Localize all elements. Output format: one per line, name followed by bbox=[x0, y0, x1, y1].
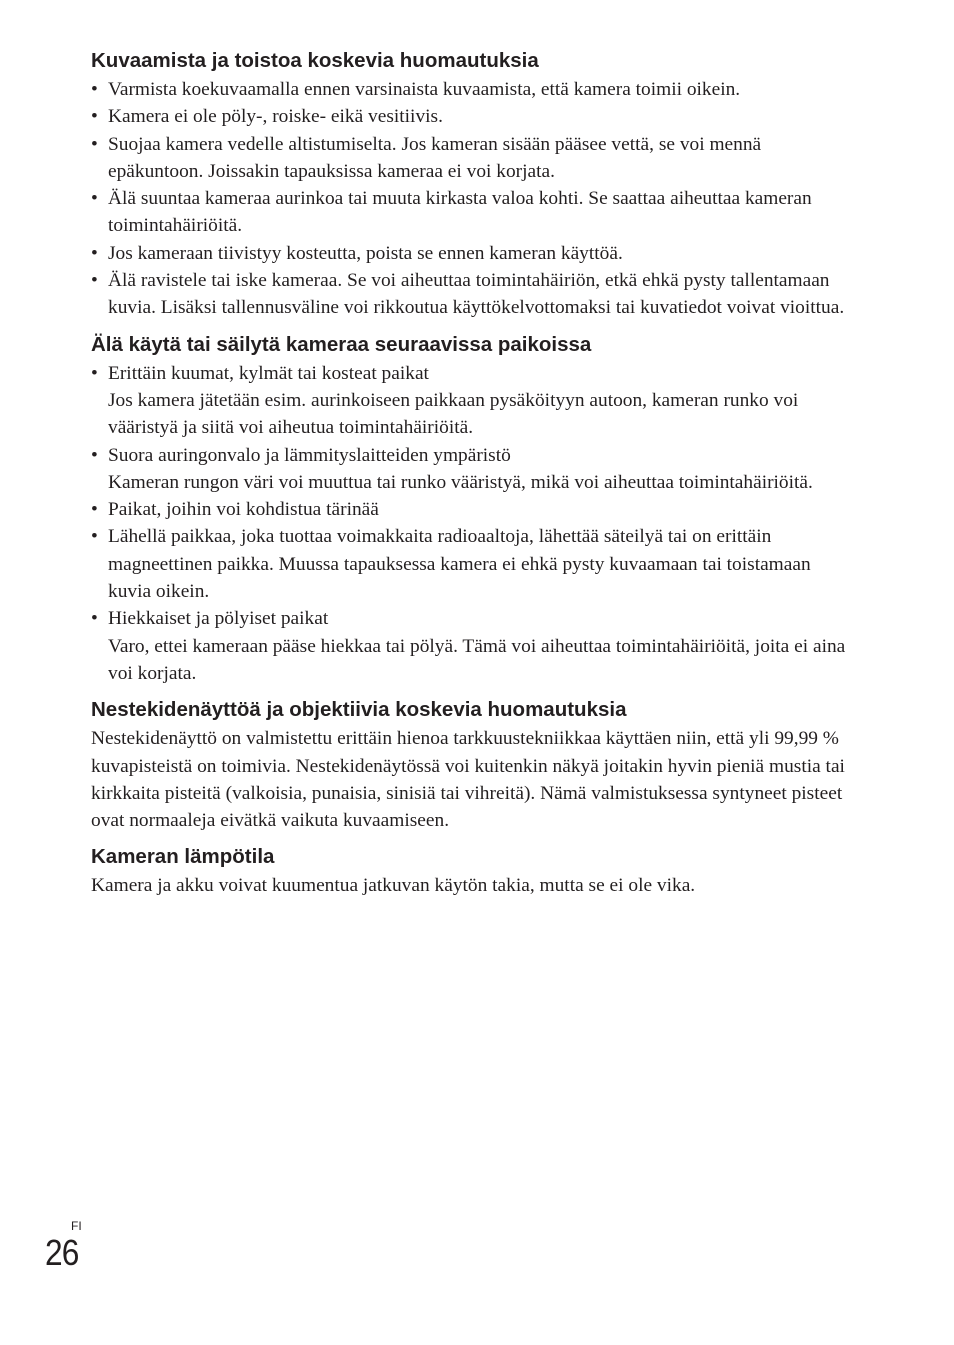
list-item-text: Älä suuntaa kameraa aurinkoa tai muuta kirkasta valoa kohti. Se saattaa aiheuttaa kameran toimintahäiriöitä. bbox=[108, 188, 812, 237]
list-item-text: Suora auringonvalo ja lämmityslaitteiden ympäristö bbox=[108, 444, 511, 466]
camera-temperature-paragraph: Kamera ja akku voivat kuumentua jatkuvan käytön takia, mutta se ei ole vika. bbox=[91, 875, 696, 897]
section-heading-storage-locations: Älä käytä tai säilytä kameraa seuraavissa paikoissa bbox=[91, 332, 592, 356]
bullet-icon: • bbox=[91, 106, 98, 128]
lcd-lens-paragraph: Nestekidenäyttö on valmistettu erittäin hienoa tarkkuustekniikkaa käyttäen niin, että yli 99,99 % kuvapisteistä on toimivia. Nestekidenäytössä voi kuitenkin näkyä joitakin hyvin pieniä mustia tai kirkkaita pisteitä (valkoisia, punaisia, sinisiä tai vihreitä). Nämä valmistuksessa syntyneet pisteet ovat normaaleja eivätkä vaikuta kuvaamiseen. bbox=[91, 728, 845, 832]
list-item bbox=[91, 442, 851, 497]
list-item bbox=[91, 240, 851, 267]
bullet-icon: • bbox=[91, 362, 98, 384]
language-code: FI bbox=[71, 1219, 82, 1233]
list-item-text: Paikat, joihin voi kohdistua tärinää bbox=[108, 499, 379, 521]
page-number: 26 bbox=[45, 1232, 79, 1273]
list-item-detail: Varo, ettei kameraan pääse hiekkaa tai pölyä. Tämä voi aiheuttaa toimintahäiriöitä, joita ei aina voi korjata. bbox=[108, 635, 846, 684]
bullet-icon: • bbox=[91, 188, 98, 210]
list-item bbox=[91, 103, 851, 130]
list-item bbox=[91, 360, 851, 442]
list-item bbox=[91, 131, 851, 186]
list-item bbox=[91, 267, 851, 322]
bullet-icon: • bbox=[91, 499, 98, 521]
list-item-text: Suojaa kamera vedelle altistumiselta. Jos kameran sisään pääsee vettä, se voi mennä epäkuntoon. Joissakin tapauksissa kameraa ei voi korjata. bbox=[108, 133, 762, 182]
list-item bbox=[91, 76, 851, 103]
page-content bbox=[91, 46, 851, 900]
list-item-text: Älä ravistele tai iske kameraa. Se voi aiheuttaa toimintahäiriön, etkä ehkä pysty tallentamaan kuvia. Lisäksi tallennusväline voi rikkoutua käyttökelvottomaksi tai kuvatiedot voivat vioittua. bbox=[108, 270, 845, 319]
bullet-icon: • bbox=[91, 444, 98, 466]
list-item bbox=[91, 496, 851, 523]
list-item bbox=[91, 523, 851, 605]
list-item-detail: Kameran rungon väri voi muuttua tai runko vääristyä, mikä voi aiheuttaa toimintahäiriöitä. bbox=[108, 471, 813, 493]
bullet-icon: • bbox=[91, 526, 98, 548]
list-item-detail: Jos kamera jätetään esim. aurinkoiseen paikkaan pysäköityyn autoon, kameran runko voi vääristyä ja siitä voi aiheutua toimintahäiriöitä. bbox=[108, 389, 799, 439]
list-item bbox=[91, 605, 851, 687]
list-item-text: Hiekkaiset ja pölyiset paikat bbox=[108, 608, 329, 630]
list-item-text: Jos kameraan tiivistyy kosteutta, poista se ennen kameran käyttöä. bbox=[108, 242, 623, 264]
section-heading-camera-temperature: Kameran lämpötila bbox=[91, 845, 275, 869]
bullet-icon: • bbox=[91, 608, 98, 630]
shooting-notes-list bbox=[91, 76, 851, 322]
list-item-text: Kamera ei ole pöly-, roiske- eikä vesitiivis. bbox=[108, 106, 443, 128]
list-item-text: Erittäin kuumat, kylmät tai kosteat paikat bbox=[108, 362, 429, 384]
list-item-text: Varmista koekuvaamalla ennen varsinaista kuvaamista, että kamera toimii oikein. bbox=[108, 79, 741, 100]
section-heading-lcd-lens-notes: Nestekidenäyttöä ja objektiivia koskevia huomautuksia bbox=[91, 698, 627, 722]
list-item-text: Lähellä paikkaa, joka tuottaa voimakkaita radioaaltoja, lähettää säteilyä tai on erittäin magneettinen paikka. Muussa tapauksessa kamera ei ehkä pysty kuvaamaan tai toistamaan kuvia oikein. bbox=[108, 526, 811, 603]
bullet-icon: • bbox=[91, 133, 98, 155]
section-heading-shooting-notes: Kuvaamista ja toistoa koskevia huomautuksia bbox=[91, 49, 539, 72]
bullet-icon: • bbox=[91, 79, 98, 100]
bullet-icon: • bbox=[91, 242, 98, 264]
storage-locations-list bbox=[91, 360, 851, 688]
list-item bbox=[91, 185, 851, 240]
bullet-icon: • bbox=[91, 270, 98, 292]
